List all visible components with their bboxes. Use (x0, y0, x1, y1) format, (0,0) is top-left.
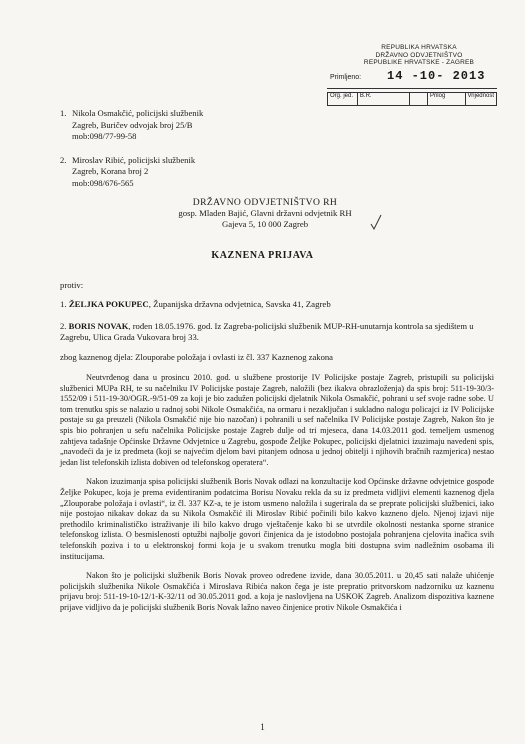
sender-1 (60, 108, 290, 143)
stamp-col-org: Org. jed. (328, 93, 358, 106)
accused-details: , Županijska državna odvjetnica, Savska 41, Zagreb (148, 299, 331, 309)
paragraph: Neutvrđenog dana u prosincu 2010. god. u službene prostorije IV Policijske postaje Zagreb, pristupili su policijski službenici MUPa RH, te su načelniku IV Policijske postaje Zagreb, naložili (bez ikakva obrazloženja) da spis broj: 511-19-30/3-1552/09 i 511-19-30/OGR.-9/51-09 za koji je bio zadužen policijski djelatnik Nikola Osmakčić, pohrani u sef svoje radne sobe. U tom trenutku spis se nalazio u radnoj sobi Nikole Osmakčića, na ormaru i nezaključan i sukladno nalogu policajci iz IV Policijske postaje su ga preuzeli (Nikola Osmakčić nije bio nazočan) i pohranili u sef načelnika IV Policijske postaje Zagreb, Nakon što je spis bio pohranjen u sefu načelnika Policijske postaje Zagreb dulje od tri mjeseca, dana 14.03.2011 god. temeljem usmenog zahtjeva tadašnje Općinske Državne Odvjetnice u Zagrebu, gospođe Željke Pokupec, policijski djelatnici izuzimaju navedeni spis, „navodeći da je iz predmeta (koji se najvećim djelom bavi pitanjem odnosa u jednoj obitelji i njihovih bračnih razmjerica) nestao jedan list telefonskih izlista dobiven od telefonskog operatera“. (60, 373, 494, 467)
received-stamp (327, 44, 497, 136)
recipient-title: DRŽAVNO ODVJETNIŠTVO RH (192, 197, 338, 208)
stamp-table (327, 92, 497, 106)
stamp-header-line: REPUBLIKE HRVATSKE - ZAGREB (363, 59, 475, 66)
sender-number: 2. (60, 154, 67, 165)
stamp-col-value: Vrijednost (465, 93, 496, 106)
sender-number: 1. (60, 108, 67, 118)
stamp-received-label: Primljeno: (330, 74, 362, 81)
against-label: protiv: (60, 280, 84, 290)
sender-name: Miroslav Ribić, policijski službenik (72, 154, 196, 165)
sender-block (60, 108, 290, 201)
paragraph: Nakon izuzimanja spisa policijski službenik Boris Novak odlazi na konzultacije kod Općinske državne odvjetnice gospođe Željke Pokupec, koja je prema evidentiranim podatcima Borisu Novaku rekla da su iz predmeta vidljivi elementi kaznenog djela „Zlouporabe položaja i ovlasti“, iz čl. 337 KZ-a, te je istom usmeno naložila i sugerirala da se preprate policijski službenici, iako nije postojao nikakav dokaz da su Nikola Osmakčić ili Miroslav Ribić počinili bilo kakvo kazneno djelo. Njenoj izjavi nije prethodilo kriminalističko istraživanje ili bilo kakvo drugo vještačenje kako bi se utvrdile okolnosti nestanka sporne stranice telefonskog izlista. O besmislenosti optužbi najbolje govori činjenica da je istodobno postojala pohranjena cjelovita inačica svih telefonskih poziva i to u elektronskoj formi koja je u svakom trenutku mogla biti dostupna svim nadležnim osobama ili institucijama. (60, 477, 494, 561)
recipient-block (130, 197, 400, 230)
sender-phone: mob:098/676-565 (72, 177, 134, 188)
stamp-header-line: REPUBLIKA HRVATSKA (381, 44, 457, 51)
sender-2 (60, 155, 290, 190)
accused-name: BORIS NOVAK (68, 321, 129, 331)
stamp-col-blank (410, 93, 428, 106)
stamp-received-date: 14 -10- 2013 (387, 69, 486, 83)
document-title: KAZNENA PRIJAVA (211, 250, 314, 261)
accused-details: , rođen 18.05.1976. god. Iz Zagreba-policijski službenik MUP-RH-unutarnja kontrola sa sjedištem u Zagrebu, Ulica Grada Vukovara broj 33. (60, 321, 474, 342)
accused-2 (60, 321, 490, 343)
accused-name: ŽELJKA POKUPEC (68, 299, 149, 309)
sender-address: Zagreb, Buričev odvojak broj 25/B (72, 119, 193, 130)
stamp-col-number: B.R. (357, 93, 409, 106)
sender-phone: mob:098/77-99-58 (72, 131, 137, 141)
stamp-col-attachment: Prilog (427, 93, 465, 106)
recipient-person: gosp. Mladen Bajić, Glavni državni odvjetnik RH (178, 208, 352, 218)
stamp-received-row (327, 68, 497, 89)
charge-statement: zbog kaznenog djela: Zlouporabe položaja i ovlasti iz čl. 337 Kaznenog zakona (60, 352, 333, 362)
body-text (60, 373, 494, 622)
accused-number: 1. (60, 299, 67, 309)
accused-number: 2. (60, 321, 67, 331)
paragraph: Nakon što je policijski službenik Boris Novak proveo određene izvide, dana 30.05.2011. u 20,45 sati nalaže uhićenje policijskih službenika Nikole Osmakčića i Miroslava Ribića nakon čega je iste prepratio pritvorskom nadzorniku uz kaznenu prijavu broj: 511-19-10-12/1-K-32/11 od 30.05.2011 god. a koja je naslovljena na USKOK Zagreb. Analizom dispozitiva kaznene prijave vidljivo da je policijski službenik Boris Novak lažno naveo činjenice protiv Nikole Osmakčića i (60, 571, 494, 612)
page-number: 1 (260, 722, 265, 732)
stamp-header-line: DRŽAVNO ODVJETNIŠTVO (375, 51, 463, 59)
stamp-header (341, 44, 497, 67)
recipient-address: Gajeva 5, 10 000 Zagreb (221, 219, 309, 229)
sender-name: Nikola Osmakčić, policijski službenik (72, 108, 204, 118)
sender-address: Zagreb, Korana broj 2 (72, 166, 149, 176)
accused-1 (60, 299, 331, 309)
check-mark-icon (370, 214, 382, 230)
